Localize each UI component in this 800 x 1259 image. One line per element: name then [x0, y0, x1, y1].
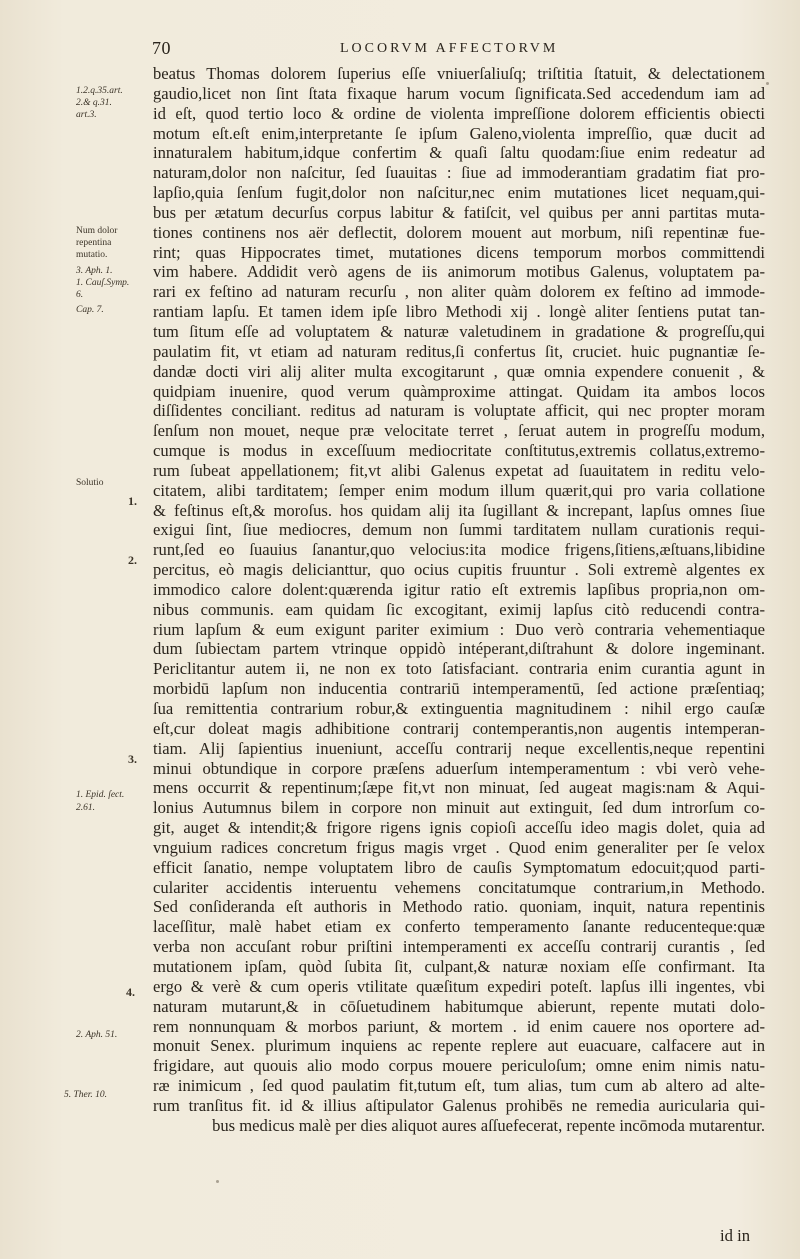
text-line: rint; quas Hippocrates timet, mutationes dicens temporum morbos committendi	[153, 242, 765, 262]
text-line: naturam mutarunt,& in cōſuetudinem habitumque abierunt, repente mutati dolo-	[153, 996, 765, 1016]
text-line: gaudio,licet non ſint ſtata fixaque harum vocum ſignificata.Sed accedendum iam ad	[153, 83, 765, 103]
text-line: citatem, alibi tarditatem; ſemper enim modum illum quærit,qui pro varia collatione	[153, 480, 765, 500]
text-line: innaturalem habitum,idque confertim & quaſi ſaltu quodam:ſiue enim redeatur ad	[153, 143, 765, 163]
margin-note: 1. Cauſ.Symp.	[76, 278, 130, 288]
margin-note: 2. Aph. 51.	[76, 1030, 118, 1040]
margin-note: mutatio.	[76, 250, 108, 260]
body-text	[153, 64, 765, 1136]
margin-note: 3. Aph. 1.	[76, 266, 113, 276]
text-line: lapſio,quia ſenſum fugit,dolor non naſcitur,nec enim mutationes licet nequam,qui-	[153, 183, 765, 203]
margin-note: 6.	[76, 290, 84, 300]
text-line: quidpiam inuenire, quod verum quàmproxime attingat. Quidam ita ambos locos	[153, 381, 765, 401]
catchword: id in	[720, 1226, 750, 1245]
text-line: rari ex feſtino ad naturam recurſu , non aliter quàm dolorem ex feſtino ad immode-	[153, 282, 765, 302]
margin-note: 1.2.q.35.art.	[76, 86, 123, 96]
text-line: eſt,cur doleat magis adhibitione contrarij contemperantis,non augentis intemperan-	[153, 718, 765, 738]
text-line: dandæ docti viri alij aliter multa excogitarunt , quæ omnia expendere conuenit , &	[153, 361, 765, 381]
margin-note: Cap. 7.	[76, 305, 104, 315]
text-line: bus per ætatum decurſus corpus labitur & fatiſcit, vel quibus per anni partitas muta-	[153, 202, 765, 222]
text-line: diſſidentes conciliant. reditus ad naturam is voluptate afficit, qui nec propter moram	[153, 401, 765, 421]
text-line: dum ſubiectam partem vtrinque oppidò intéperant,diſtrahunt & dolore ingeminant.	[153, 639, 765, 659]
text-line: ræ inimicum , ſed quod paulatim fit,tutum eſt, tum alias, tum cum ab altero ad alte-	[153, 1076, 765, 1096]
running-title: LOCORVM AFFECTORVM	[340, 41, 559, 56]
margin-note: Num dolor	[76, 226, 118, 236]
text-line: monuit Senex. plurimum inquiens ac repente replere aut euacuare, calfacere aut in	[153, 1036, 765, 1056]
text-line: git, auget & intendit;& frigore rigens ignis copioſi acceſſu ideo magis dolet, quia ad	[153, 818, 765, 838]
text-line: tiam. Alij ſapientius inueniunt, acceſſu contrarij neque excellentis,neque repentini	[153, 738, 765, 758]
margin-note: 2.61.	[76, 803, 95, 813]
text-line: mens occurrit & repentinum;ſæpe fit,vt non minuat, ſed augeat magis:nam & Aqui-	[153, 778, 765, 798]
text-line: ſenſum non mouet, neque præ velocitate terret , ſeruat autem in progreſſu modum,	[153, 421, 765, 441]
text-line: ergo & verè & cum operis vtilitate quæſitum expediri poteſt. lapſus illi ingentes, vbi	[153, 976, 765, 996]
text-line: efficit ſanatio, nempe voluptatem libro de cauſis Symptomatum edocuit;quod parti-	[153, 857, 765, 877]
text-line: minui obtundique in corpore præſens aduerſum intemperamentum : vbi verò vehe-	[153, 758, 765, 778]
text-line: ſua remittentia contrarium robur,& extinguentia magnitudinem : nihil ergo cauſæ	[153, 699, 765, 718]
text-line: Sed conſideranda eſt authoris in Methodo ratio. quoniam, inquit, natura repentinis	[153, 897, 765, 917]
text-line: vim habere. Addidit verò agens de iis animorum motibus Galenus, voluptatem pa-	[153, 262, 765, 282]
text-line: nibus communis. eam quidam ſic excogitant, eximij lapſus citò reducendi contra-	[153, 599, 765, 619]
margin-note: repentina	[76, 238, 112, 248]
text-line: morbidū lapſum non inducentia contrariū intemperamentū, ſed actione præſentiaq;	[153, 679, 765, 699]
text-line: tiones continens nos aër deflectit, dolorem mouent aut morbum, niſi repentinæ fue-	[153, 222, 765, 242]
text-line: cumque is modus in exceſſuum mediocritate conſtitutus,extremis collatus,extremo-	[153, 441, 765, 461]
ink-speck	[766, 82, 769, 85]
margin-notes	[0, 0, 150, 1259]
margin-number: 4.	[126, 985, 135, 999]
text-line: vnguium radices concretum frigus magis vrget . Quod enim generaliter per ſe velox	[153, 837, 765, 857]
margin-number: 1.	[128, 494, 137, 508]
margin-note: 1. Epid. ſect.	[76, 790, 125, 800]
text-line: naturam,dolor non naſcitur, ſed ſuauitas : ſiue ad immoderantiam gradatim fiat pro-	[153, 163, 765, 183]
text-line: culariter accidentis interuentu vehemens concitatumque contrarium,in Methodo.	[153, 877, 765, 897]
text-line: verba non accuſant robur priſtini intemperamenti ex acceſſu contrarij curantis , ſed	[153, 937, 765, 957]
text-line: rium lapſum & eum exigunt pariter eximium : Duo verò contraria vehementiaque	[153, 619, 765, 639]
margin-note: art.3.	[76, 110, 97, 120]
text-line: beatus Thomas dolorem ſuperius eſſe vniuerſaliuſq; triſtitia ſtatuit, & delectationem	[153, 64, 765, 83]
text-line: paulatim fit, vt etiam ad naturam reditus,ſi confertus ſit, cruciet. huic pugnantiæ ſe-	[153, 341, 765, 361]
text-line: tum ſitum eſſe ad voluptatem & naturæ valetudinem in gradatione & progreſſu,qui	[153, 321, 765, 341]
text-line: id eſt, quod tertio loco & ordine de violenta impreſſione dolorem efficientis obiecti	[153, 103, 765, 123]
margin-number: 3.	[128, 752, 137, 766]
text-line: laceſſitur, malè habet etiam ex conferto temperamento ſanante reducenteque:quæ	[153, 917, 765, 937]
text-line: rantiam lapſu. Et tamen idem ipſe libro Methodi xij . longè aliter ſentiens putat tan-	[153, 302, 765, 322]
text-line: exigui ſint, ſiue mediocres, demum non ſummi tarditatem nullam curationis requi-	[153, 520, 765, 540]
text-line: Periclitantur autem ii, ne non ex toto ſatisfaciant. contraria enim curantia agunt in	[153, 659, 765, 679]
text-line: immodico calore dolent:quærenda igitur ratio eſt extremis lapſibus propria,non om-	[153, 579, 765, 599]
margin-note: Solutio	[76, 478, 104, 488]
page-number: 70	[152, 38, 171, 58]
text-line: motum eſt.eſt enim,interpretante ſe ipſum Galeno,violenta impreſſio, quæ ducit ad	[153, 123, 765, 143]
margin-note: 2.& q.31.	[76, 98, 112, 108]
text-line: lonius Autumnus bilem in corpore non minuit aut extinguit, ſed dum introrſum co-	[153, 798, 765, 818]
text-line: rum ſubeat appellationem; fit,vt alibi Galenus expetat ad ſuauitatem in reditu velo-	[153, 460, 765, 480]
margin-number: 2.	[128, 553, 137, 567]
margin-note: 5. Ther. 10.	[64, 1090, 108, 1100]
text-line: runt,ſed eo ſuauius ſanantur,quo velocius:ita modice frigens,ſitiens,æſtuans,libidine	[153, 540, 765, 560]
text-line: frigidare, aut quouis alio modo corpus mouere periculoſum; omne enim nimis natu-	[153, 1056, 765, 1076]
text-line: rum tranſitus fit. id & illius aſtipulator Galenus prohibēs ne remedia auricularia qui-	[153, 1095, 765, 1115]
text-line: mutationem ipſam, quòd ſubita ſit, culpant,& naturæ noxiam eſſe confirmant. Ita	[153, 956, 765, 976]
text-line: & feſtinus eſt,& moroſus. hos quidam alij ita ſugillant & increpant, lapſus omnes ſiue	[153, 500, 765, 520]
text-line: percitus, eò magis delicianttur, quo ocius cupitis fruuntur . Soli extremè algentes ex	[153, 560, 765, 580]
text-line: rem nonnunquam & morbos pariunt, & mortem . id enim cauere nos oportere ad-	[153, 1016, 765, 1036]
ink-speck	[216, 1180, 219, 1183]
text-line: bus medicus malè per dies aliquot aures aſſuefecerat, repente incōmoda mutarentur.	[212, 1115, 765, 1135]
